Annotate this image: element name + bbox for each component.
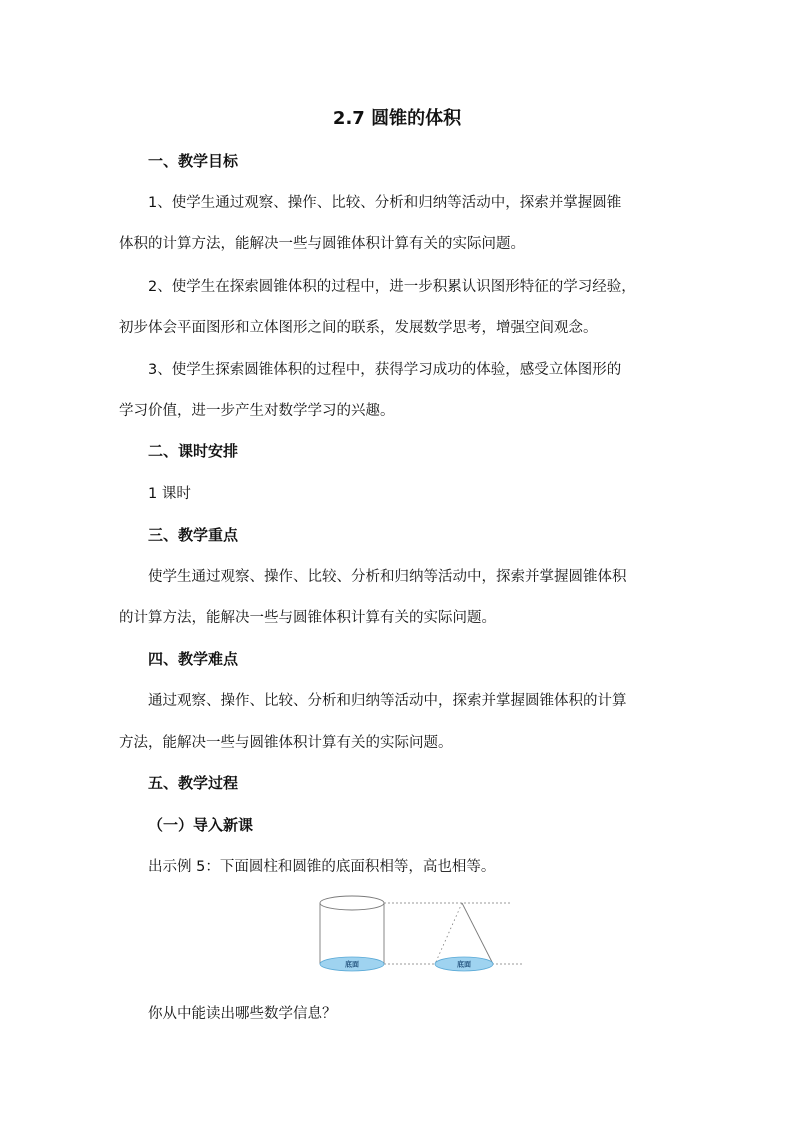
- cylinder-base-label: 底面: [345, 960, 359, 969]
- cone-right-side: [462, 903, 493, 964]
- example-text: 出示例 5：下面圆柱和圆锥的底面积相等，高也相等。: [148, 859, 496, 875]
- key-points-line-1: 使学生通过观察、操作、比较、分析和归纳等活动中，探索并掌握圆锥体积: [148, 569, 627, 585]
- goal-2-line-2: 初步体会平面图形和立体图形之间的联系，发展数学思考，增强空间观念。: [119, 320, 598, 336]
- section-heading-goals: 一、教学目标: [148, 152, 239, 170]
- cylinder-top: [320, 896, 384, 910]
- goal-1-line-1: 1、使学生通过观察、操作、比较、分析和归纳等活动中，探索并掌握圆锥: [148, 195, 622, 211]
- schedule-text: 1 课时: [148, 486, 191, 502]
- difficulties-line-1: 通过观察、操作、比较、分析和归纳等活动中，探索并掌握圆锥体积的计算: [148, 693, 627, 709]
- goal-1-line-2: 体积的计算方法，能解决一些与圆锥体积计算有关的实际问题。: [119, 236, 525, 252]
- difficulties-line-2: 方法，能解决一些与圆锥体积计算有关的实际问题。: [119, 735, 453, 751]
- cone-left-side: [435, 903, 462, 964]
- goal-3-line-1: 3、使学生探索圆锥体积的过程中，获得学习成功的体验，感受立体图形的: [148, 362, 622, 378]
- section-heading-process: 五、教学过程: [148, 774, 239, 792]
- goal-2-line-1: 2、使学生在探索圆锥体积的过程中，进一步积累认识图形特征的学习经验，: [148, 279, 636, 295]
- question-text: 你从中能读出哪些数学信息？: [148, 1006, 337, 1022]
- goal-3-line-2: 学习价值，进一步产生对数学学习的兴趣。: [119, 403, 395, 419]
- sub-heading-intro: （一）导入新课: [148, 816, 254, 834]
- cylinder-cone-figure: [312, 888, 522, 978]
- section-heading-schedule: 二、课时安排: [148, 442, 239, 460]
- section-heading-key-points: 三、教学重点: [148, 526, 239, 544]
- cone-base-label: 底面: [457, 960, 471, 969]
- page-title: 2.7 圆锥的体积: [332, 108, 462, 129]
- section-heading-difficulties: 四、教学难点: [148, 650, 239, 668]
- key-points-line-2: 的计算方法，能解决一些与圆锥体积计算有关的实际问题。: [119, 610, 496, 626]
